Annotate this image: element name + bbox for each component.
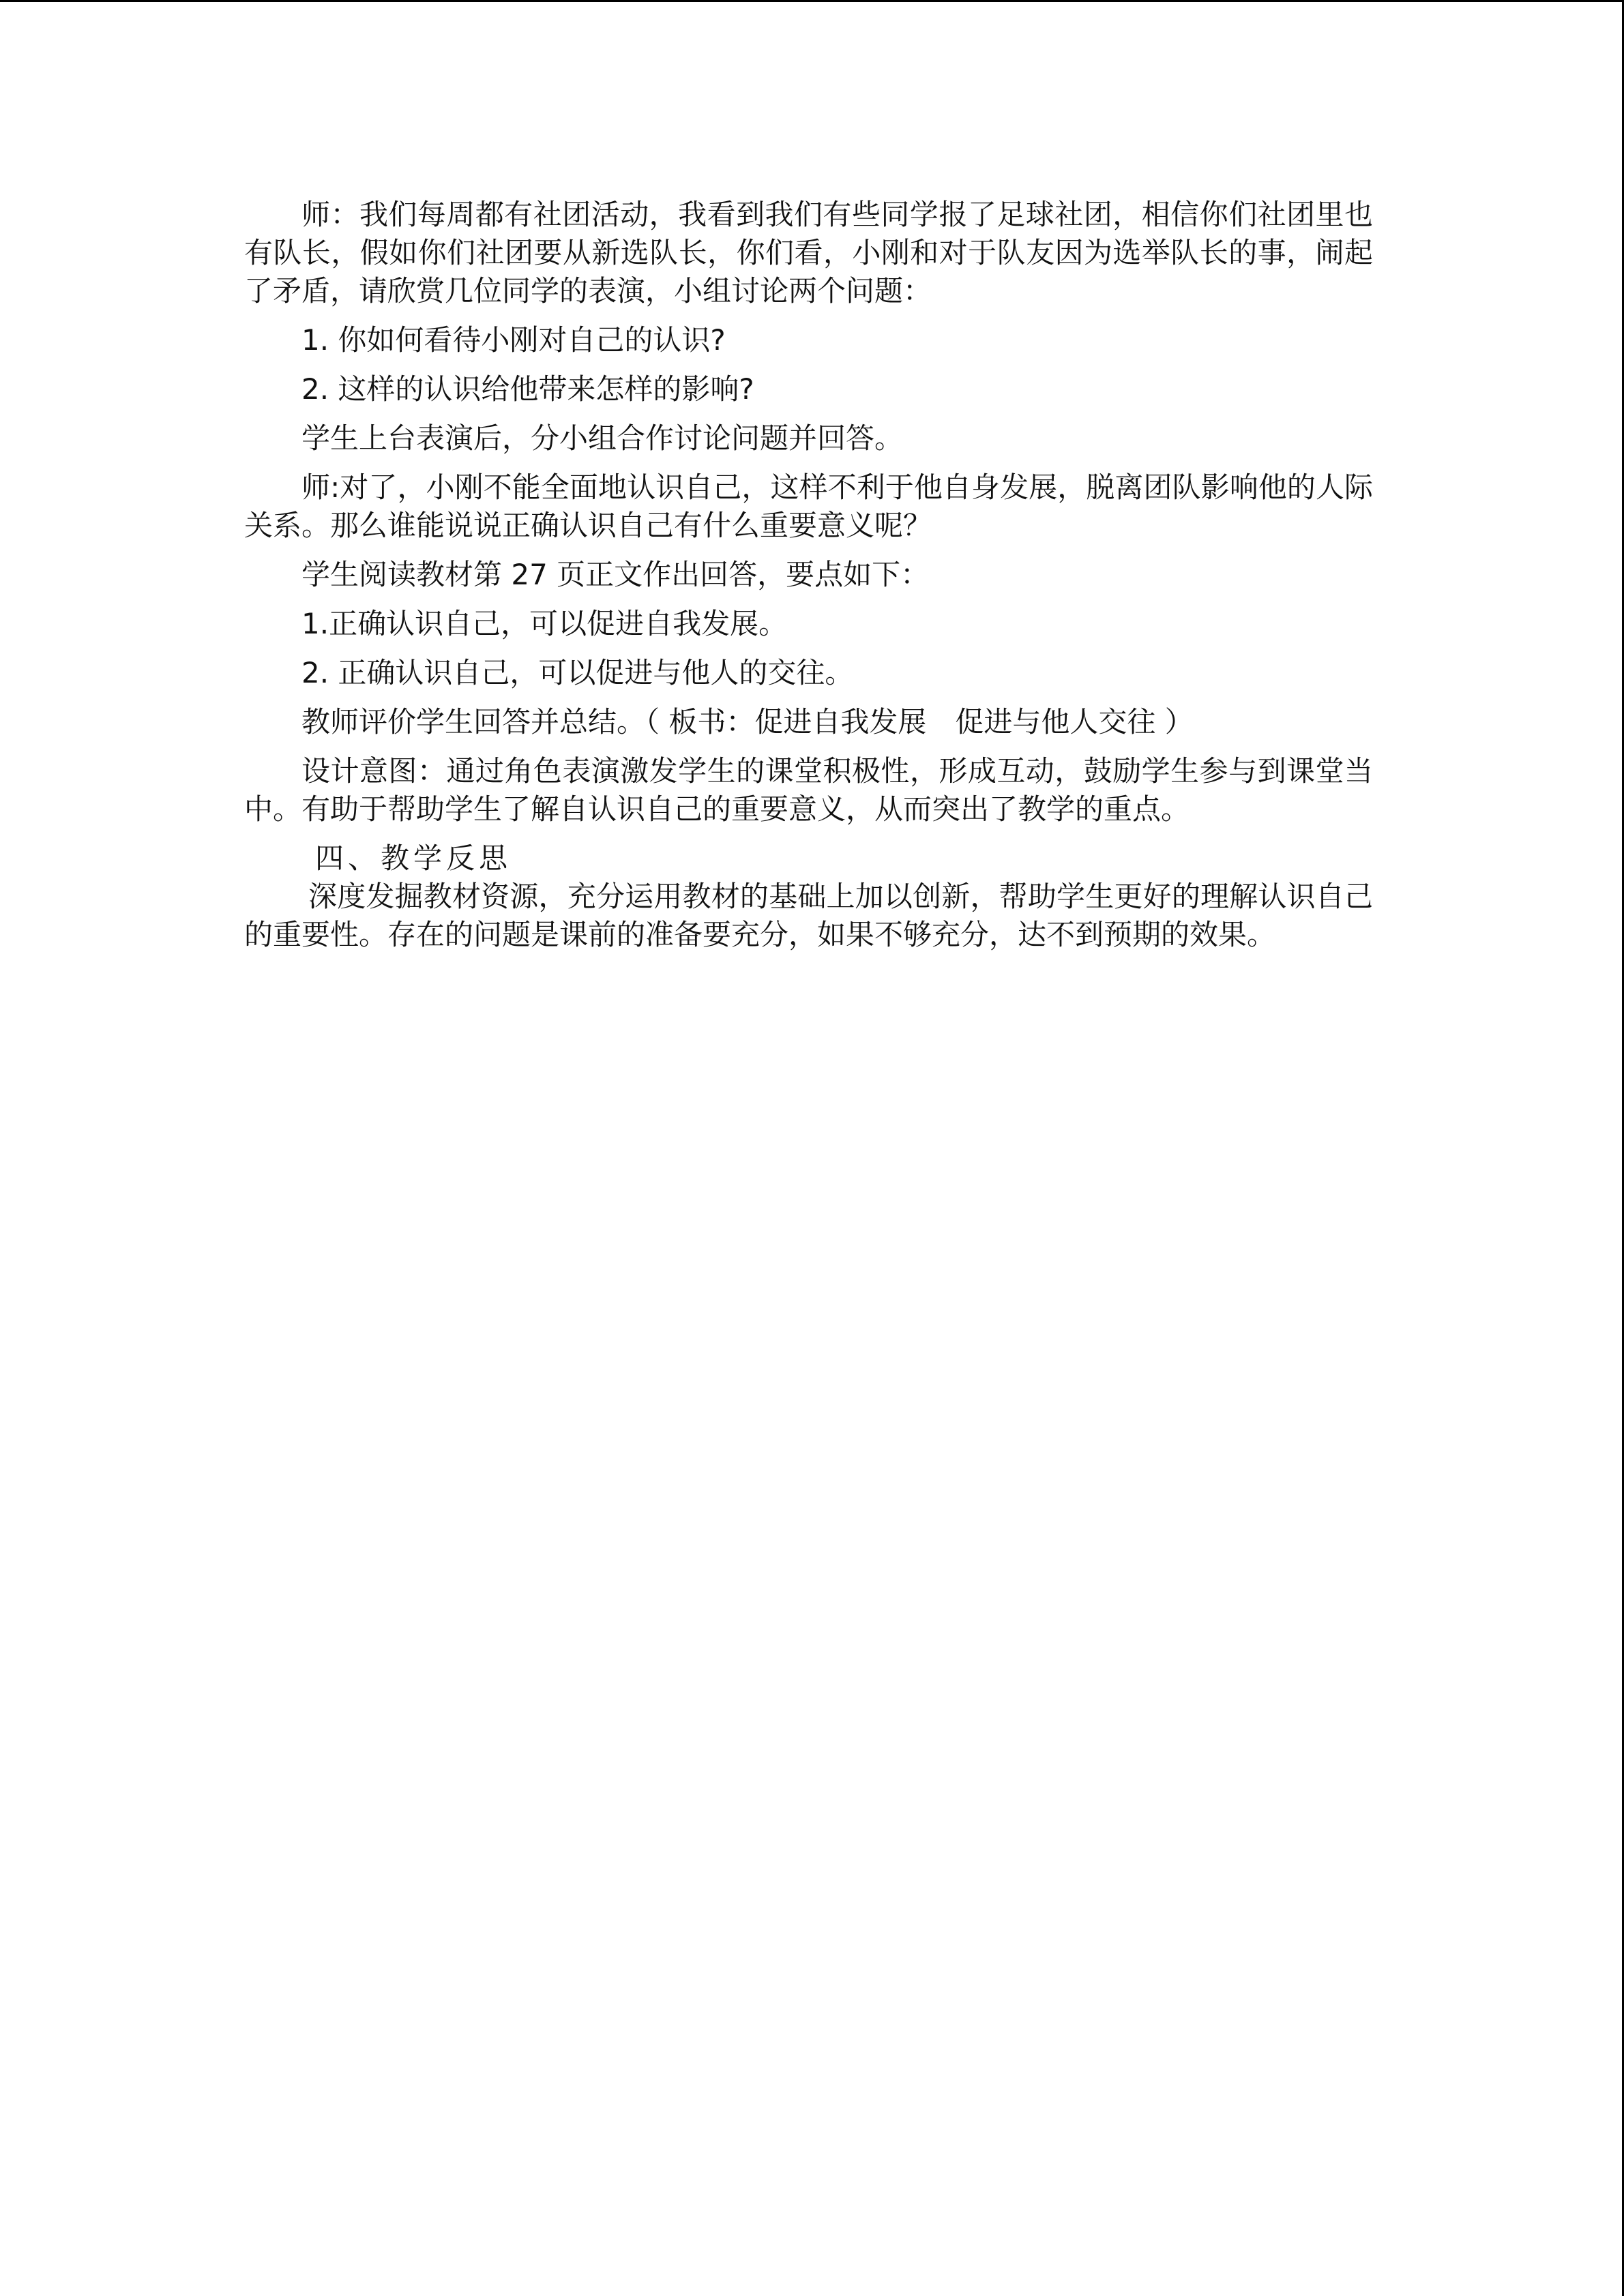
paragraph-teacher-summary: 教师评价学生回答并总结。（ 板书：促进自我发展 促进与他人交往 ） — [301, 705, 1194, 739]
paragraph-student-performance: 学生上台表演后，分小组合作讨论问题并回答。 — [301, 421, 904, 455]
page-border-top — [0, 0, 1624, 2]
paragraph-student-reading: 学生阅读教材第 27 页正文作出回答，要点如下： — [301, 558, 930, 591]
document-body — [244, 196, 1373, 965]
section-heading-reflection: 四、教学反思 — [315, 841, 512, 875]
paragraph-teacher-intro: 师：我们每周都有社团活动，我看到我们有些同学报了足球社团，相信你们社团里也有队长，假如你们社团要从新选队长，你们看，小刚和对于队友因为选举队长的事，闹起了矛盾，请欣赏几位同学的表演，小组讨论两个问题： — [244, 198, 1373, 308]
paragraph-teacher-followup: 师:对了，小刚不能全面地认识自己，这样不利于他自身发展，脱离团队影响他的人际关系。那么谁能说说正确认识自己有什么重要意义呢？ — [244, 471, 1373, 542]
paragraph-reflection: 深度发掘教材资源，充分运用教材的基础上加以创新，帮助学生更好的理解认识自己的重要性。存在的问题是课前的准备要充分，如果不够充分，达不到预期的效果。 — [244, 880, 1373, 951]
key-point-2: 2. 正确认识自己，可以促进与他人的交往。 — [301, 656, 854, 689]
question-2: 2. 这样的认识给他带来怎样的影响? — [301, 372, 754, 406]
key-point-1: 1.正确认识自己，可以促进自我发展。 — [301, 607, 788, 640]
paragraph-design-intent: 设计意图：通过角色表演激发学生的课堂积极性，形成互动，鼓励学生参与到课堂当中。有助于帮助学生了解自认识自己的重要意义，从而突出了教学的重点。 — [244, 754, 1373, 826]
question-1: 1. 你如何看待小刚对自己的认识? — [301, 323, 726, 357]
